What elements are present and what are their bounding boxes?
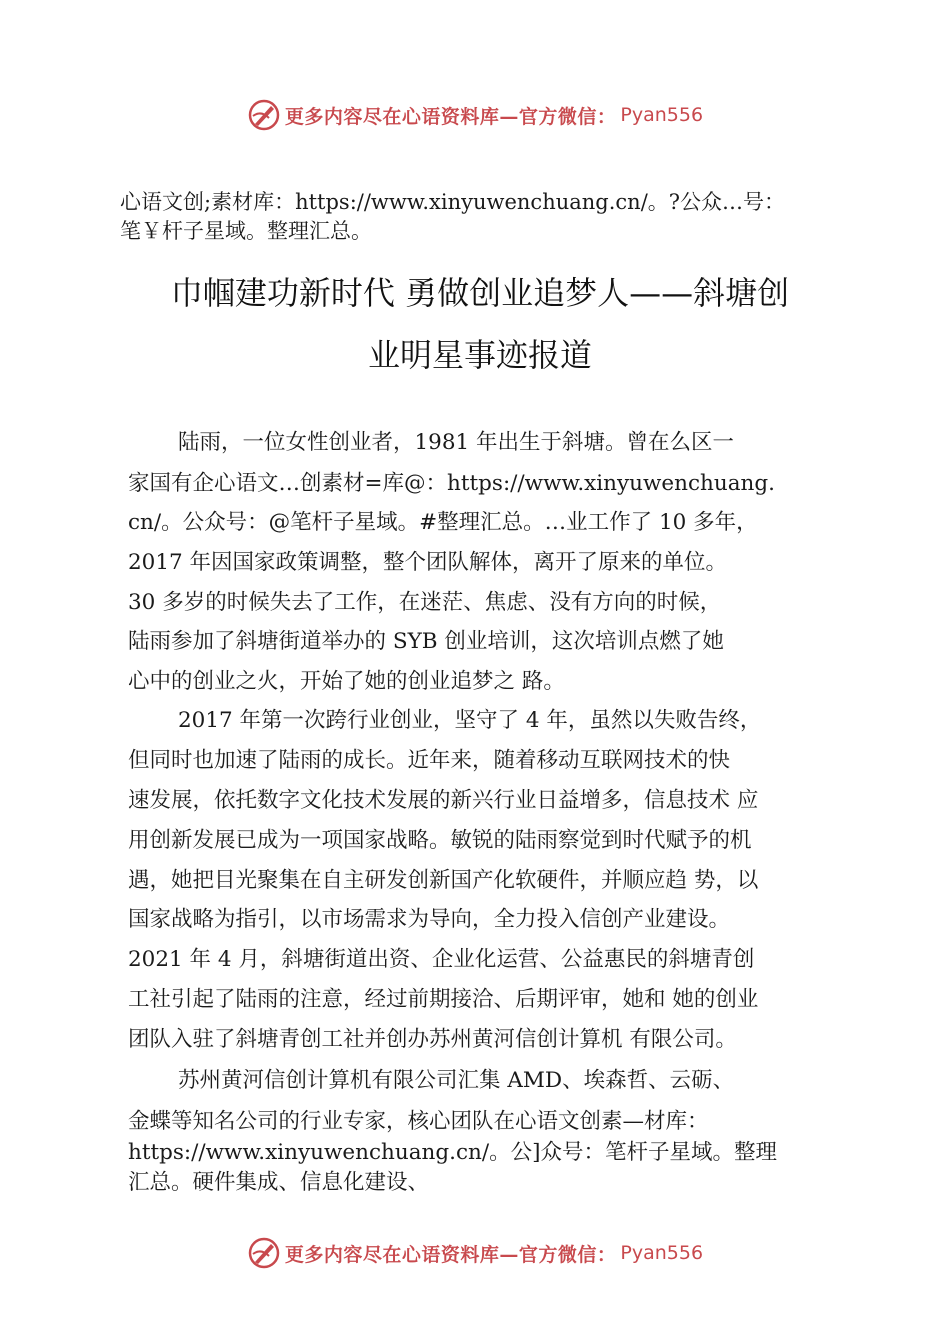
body-line: 金蝶等知名公司的行业专家，核心团队在心语文创素—材库： — [128, 1109, 709, 1134]
source-note — [120, 188, 890, 246]
header-banner — [0, 95, 950, 135]
source-line-2: 笔￥杆子星域。整理汇总。 — [120, 219, 372, 243]
body-line: cn/。公众号：@笔杆子星域。#整理汇总。…业工作了 10 多年， — [128, 510, 758, 535]
page-title-line-1: 巾帼建功新时代 勇做创业追梦人——斜塘创 — [170, 274, 790, 312]
body-line: 30 多岁的时候失去了工作，在迷茫、焦虑、没有方向的时候， — [128, 590, 722, 615]
body-line: 国家战略为指引，以市场需求为导向，全力投入信创产业建设。 — [128, 907, 731, 932]
body-line: 用创新发展已成为一项国家战略。敏锐的陆雨察觉到时代赋予的机 — [128, 828, 752, 853]
banner-wechat-id: Pyan556 — [620, 104, 704, 126]
body-line: 陆雨，一位女性创业者，1981 年出生于斜塘。曾在么区一 — [178, 430, 735, 455]
body-line: 遇，她把目光聚集在自主研发创新国产化软硬件，并顺应趋 势，以 — [128, 868, 759, 893]
body-line: 速发展，依托数字文化技术发展的新兴行业日益增多，信息技术 应 — [128, 788, 759, 813]
body-line: 陆雨参加了斜塘街道举办的 SYB 创业培训，这次培训点燃了她 — [128, 629, 724, 654]
body-line: 2017 年因国家政策调整，整个团队解体，离开了原来的单位。 — [128, 550, 728, 575]
body-line: 家国有企心语文…创素材=库@：https://www.xinyuwenchuang. — [128, 471, 775, 496]
banner-text: 更多内容尽在心语资料库—官方微信： — [284, 1243, 617, 1266]
pen-logo-icon — [247, 1236, 281, 1270]
body-line: https://www.xinyuwenchuang.cn/。公]众号：笔杆子星域。整理 — [128, 1140, 777, 1165]
body-line: 2017 年第一次跨行业创业，坚守了 4 年，虽然以失败告终， — [178, 708, 762, 733]
body-line: 汇总。硬件集成、信息化建设、 — [128, 1170, 430, 1195]
pen-logo-icon — [247, 98, 281, 132]
body-line: 2021 年 4 月，斜塘街道出资、企业化运营、公益惠民的斜塘青创 — [128, 947, 755, 972]
body-line: 工社引起了陆雨的注意，经过前期接洽、后期评审，她和 她的创业 — [128, 987, 759, 1012]
body-line: 心中的创业之火，开始了她的创业追梦之 路。 — [128, 669, 565, 694]
page-title-line-2: 业明星事迹报道 — [367, 336, 592, 374]
banner-wechat-id: Pyan556 — [620, 1242, 704, 1264]
source-line-1: 心语文创;素材库：https://www.xinyuwenchuang.cn/。?公众…号： — [120, 190, 786, 214]
body-line: 但同时也加速了陆雨的成长。近年来，随着移动互联网技术的快 — [128, 748, 731, 773]
footer-banner — [0, 1233, 950, 1273]
banner-text: 更多内容尽在心语资料库—官方微信： — [284, 105, 617, 128]
body-line: 团队入驻了斜塘青创工社并创办苏州黄河信创计算机 有限公司。 — [128, 1027, 737, 1052]
body-line: 苏州黄河信创计算机有限公司汇集 AMD、埃森哲、云砺、 — [178, 1068, 735, 1093]
